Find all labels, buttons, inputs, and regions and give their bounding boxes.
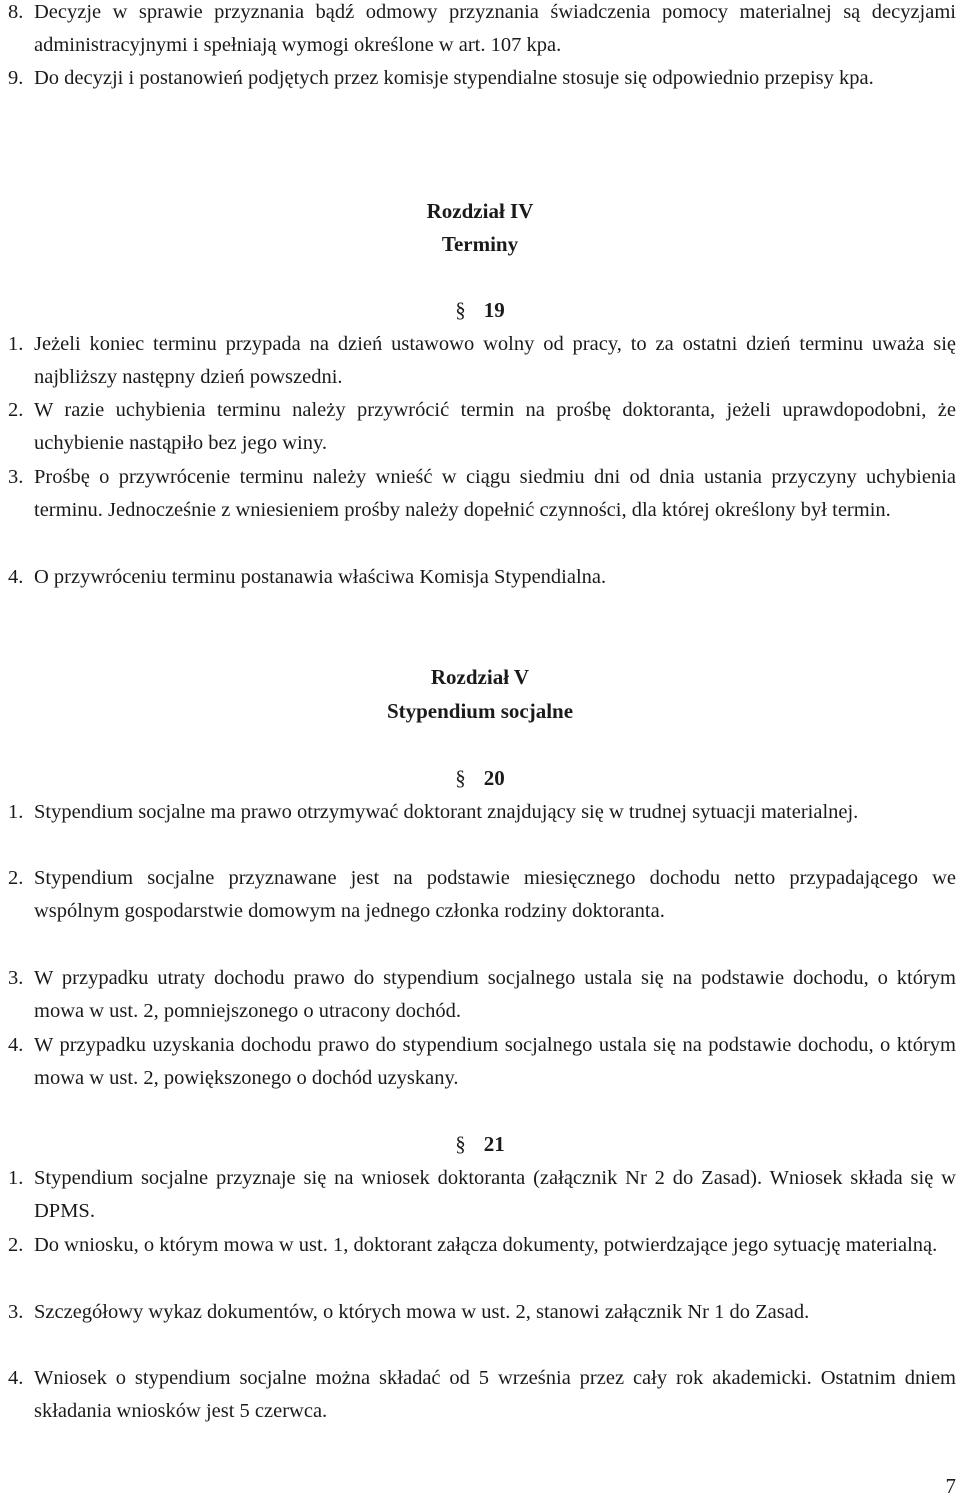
paragraph-number: 21 — [483, 1132, 505, 1156]
section-sign: § — [455, 1132, 466, 1156]
item-number: 2. — [8, 399, 24, 421]
item-number: 2. — [8, 867, 24, 889]
item-text: Stypendium socjalne ma prawo otrzymywać doktorant znajdujący się w trudnej sytuacji materialnej. — [34, 801, 859, 823]
page-number: 7 — [945, 1474, 956, 1498]
chapter-title: Rozdział IV — [426, 199, 534, 223]
item-text: O przywróceniu terminu postanawia właściwa Komisja Stypendialna. — [34, 566, 607, 588]
item-number: 1. — [8, 801, 24, 823]
paragraph-heading — [0, 295, 960, 325]
list-item — [8, 1296, 956, 1329]
section-sign: § — [455, 298, 466, 322]
list-item — [8, 1229, 956, 1262]
paragraph-heading — [0, 763, 960, 793]
item-number: 3. — [8, 1301, 24, 1323]
item-text: Wniosek o stypendium socjalne można składać od 5 września przez cały rok akademicki. Ostatnim dniem składania wniosków jest 5 czerwca. — [34, 1367, 956, 1423]
item-number: 3. — [8, 967, 24, 989]
list-item — [8, 962, 956, 1029]
item-text: Do decyzji i postanowień podjętych przez komisje stypendialne stosuje się odpowiednio przepisy kpa. — [34, 67, 874, 89]
item-text: Prośbę o przywrócenie terminu należy wnieść w ciągu siedmiu dni od dnia ustania przyczyny uchybienia terminu. Jednocześnie z wniesieniem prośby należy dopełnić czynności, dla której określony był termin. — [34, 466, 956, 522]
chapter-title: Rozdział V — [430, 665, 530, 689]
item-text: W przypadku utraty dochodu prawo do stypendium socjalnego ustala się na podstawie dochodu, o którym mowa w ust. 2, pomniejszonego o utracony dochód. — [34, 967, 956, 1023]
list-item — [8, 796, 956, 829]
list-item — [8, 0, 956, 63]
list-item — [8, 862, 956, 929]
paragraph-number: 20 — [483, 766, 505, 790]
item-number: 9. — [8, 67, 24, 89]
item-text: Decyzje w sprawie przyznania bądź odmowy przyznania świadczenia pomocy materialnej są decyzjami administracyjnymi i spełniają wymogi określone w art. 107 kpa. — [34, 1, 956, 57]
chapter-subtitle: Terminy — [441, 232, 519, 256]
list-item — [8, 1362, 956, 1429]
item-text: Stypendium socjalne przyznaje się na wniosek doktoranta (załącznik Nr 2 do Zasad). Wniosek składa się w DPMS. — [34, 1167, 956, 1223]
chapter-subtitle: Stypendium socjalne — [386, 699, 574, 723]
item-text: Stypendium socjalne przyznawane jest na podstawie miesięcznego dochodu netto przypadającego we wspólnym gospodarstwie domowym na jednego członka rodziny doktoranta. — [34, 867, 956, 923]
list-item — [8, 62, 956, 95]
list-item — [8, 1029, 956, 1096]
list-item — [8, 394, 956, 461]
item-number: 1. — [8, 333, 24, 355]
item-number: 4. — [8, 1367, 24, 1389]
item-number: 8. — [8, 1, 24, 23]
section-sign: § — [455, 766, 466, 790]
item-text: Jeżeli koniec terminu przypada na dzień ustawowo wolny od pracy, to za ostatni dzień terminu uważa się najbliższy następny dzień powszedni. — [34, 333, 956, 389]
item-text: Do wniosku, o którym mowa w ust. 1, doktorant załącza dokumenty, potwierdzające jego sytuację materialną. — [34, 1234, 938, 1256]
list-item — [8, 1162, 956, 1229]
list-item — [8, 461, 956, 528]
item-text: W przypadku uzyskania dochodu prawo do stypendium socjalnego ustala się na podstawie dochodu, o którym mowa w ust. 2, powiększonego o dochód uzyskany. — [34, 1034, 956, 1090]
paragraph-heading — [0, 1129, 960, 1159]
item-number: 3. — [8, 466, 24, 488]
item-number: 4. — [8, 566, 24, 588]
item-text: W razie uchybienia terminu należy przywrócić termin na prośbę doktoranta, jeżeli uprawdopodobni, że uchybienie nastąpiło bez jego winy. — [34, 399, 956, 455]
list-item — [8, 328, 956, 395]
item-number: 2. — [8, 1234, 24, 1256]
item-number: 4. — [8, 1034, 24, 1056]
item-text: Szczegółowy wykaz dokumentów, o których mowa w ust. 2, stanowi załącznik Nr 1 do Zasad. — [34, 1301, 810, 1323]
list-item — [8, 561, 956, 594]
item-number: 1. — [8, 1167, 24, 1189]
paragraph-number: 19 — [483, 298, 505, 322]
